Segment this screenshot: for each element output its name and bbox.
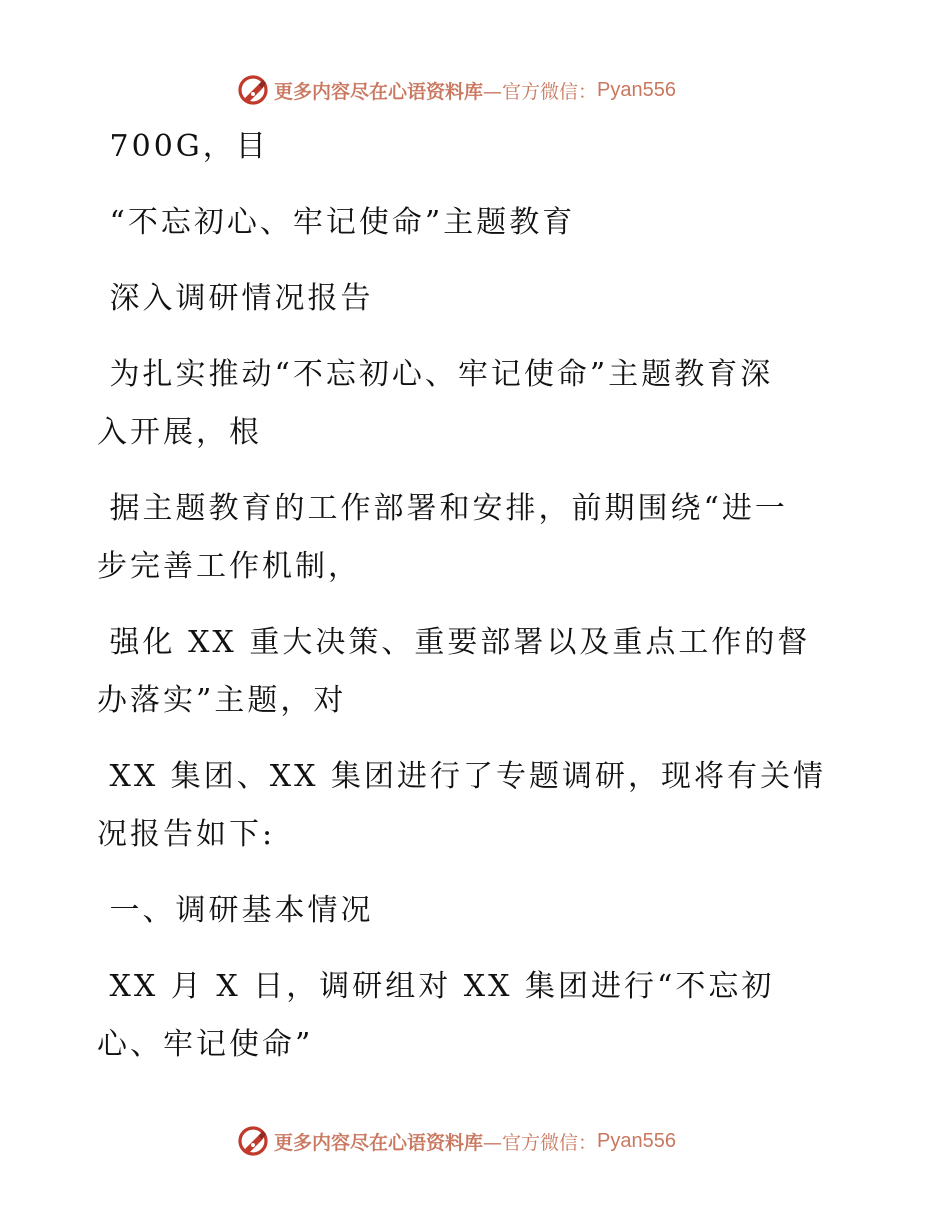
footer-watermark	[236, 1124, 676, 1158]
text-line: 700G，目	[97, 129, 269, 164]
header-watermark	[236, 73, 676, 107]
watermark-wechat-id: Pyan556	[597, 1129, 676, 1152]
document-body	[97, 118, 842, 1074]
section-heading: 一、调研基本情况	[97, 893, 374, 928]
text-line: 强化 XX 重大决策、重要部署以及重点工作的督	[97, 625, 811, 660]
text-line: “不忘初心、牢记使命”主题教育	[97, 205, 576, 240]
text-line: 深入调研情况报告	[97, 281, 374, 316]
text-line: XX 月 X 日，调研组对 XX 集团进行“不忘初	[97, 969, 775, 1004]
watermark-text: 更多内容尽在心语资料库	[274, 1131, 484, 1154]
watermark-separator: —官方微信：	[483, 80, 598, 103]
text-line: XX 集团、XX 集团进行了专题调研，现将有关情	[97, 759, 827, 794]
text-line: 入开展，根	[97, 415, 262, 450]
text-line: 步完善工作机制，	[97, 549, 361, 584]
text-line: 况报告如下:	[97, 817, 276, 852]
pen-logo-icon	[236, 1124, 270, 1158]
text-line: 心、牢记使命”	[97, 1027, 314, 1062]
pen-logo-icon	[236, 73, 270, 107]
text-line: 为扎实推动“不忘初心、牢记使命”主题教育深	[97, 357, 774, 392]
watermark-separator: —官方微信：	[483, 1131, 598, 1154]
watermark-text: 更多内容尽在心语资料库	[274, 80, 484, 103]
text-line: 据主题教育的工作部署和安排，前期围绕“进一	[97, 491, 788, 526]
watermark-wechat-id: Pyan556	[597, 78, 676, 101]
text-line: 办落实”主题，对	[97, 683, 347, 718]
